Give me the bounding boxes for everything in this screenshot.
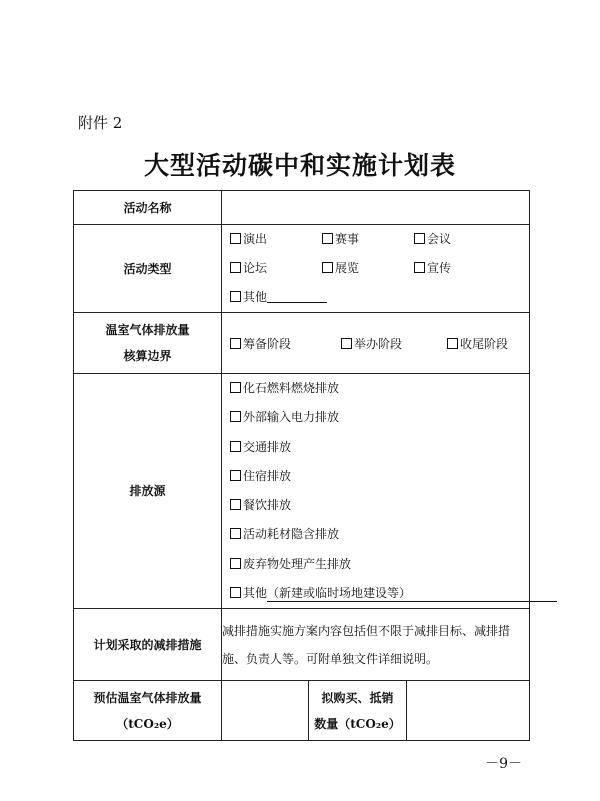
checkbox-square-icon [230, 411, 241, 422]
activity-type-label: 活动类型 [74, 225, 222, 313]
checkbox-square-icon [341, 338, 352, 349]
form-title: 大型活动碳中和实施计划表 [143, 151, 456, 180]
row-activity-name [74, 191, 530, 225]
checkbox-competition[interactable]: 赛事 [322, 225, 414, 254]
checkbox-exhibition[interactable]: 展览 [322, 254, 414, 283]
checkbox-square-icon [230, 470, 241, 481]
measures-label: 计划采取的减排措施 [74, 609, 222, 681]
checkbox-conference[interactable]: 会议 [414, 225, 506, 254]
activity-type-options [222, 225, 530, 313]
type-other-blank-field[interactable] [267, 290, 327, 303]
plan-form-table [73, 190, 530, 741]
offset-value-field[interactable] [407, 681, 530, 741]
page-number: －9－ [485, 756, 522, 772]
checkbox-hosting-stage[interactable]: 举办阶段 [341, 335, 447, 352]
checkbox-square-icon [322, 233, 333, 244]
checkbox-square-icon [447, 338, 458, 349]
boundary-label: 温室气体排放量 核算边界 [74, 313, 222, 374]
attachment-label: 附件 2 [78, 114, 123, 132]
sources-label: 排放源 [74, 374, 222, 609]
checkbox-consumables[interactable]: 活动耗材隐含排放 [230, 520, 339, 549]
checkbox-square-icon [230, 291, 241, 302]
checkbox-forum[interactable]: 论坛 [230, 254, 322, 283]
checkbox-performance[interactable]: 演出 [230, 225, 322, 254]
row-reduction-measures [74, 609, 530, 681]
checkbox-square-icon [230, 382, 241, 393]
source-other-note[interactable]: （新建或临时场地建设等） [267, 585, 557, 602]
checkbox-purchased-electricity[interactable]: 外部输入电力排放 [230, 403, 339, 432]
checkbox-closing-stage[interactable]: 收尾阶段 [447, 335, 508, 352]
checkbox-square-icon [230, 441, 241, 452]
checkbox-transport[interactable]: 交通排放 [230, 433, 291, 462]
checkbox-source-other[interactable]: 其他（新建或临时场地建设等） [230, 579, 557, 608]
sources-options [222, 374, 530, 609]
activity-name-label: 活动名称 [74, 191, 222, 225]
checkbox-square-icon [414, 262, 425, 273]
checkbox-square-icon [230, 262, 241, 273]
row-boundary [74, 313, 530, 374]
checkbox-fossil-fuel[interactable]: 化石燃料燃烧排放 [230, 374, 339, 403]
checkbox-square-icon [230, 338, 241, 349]
row-emission-sources [74, 374, 530, 609]
estimate-label: 预估温室气体排放量 （tCO₂e） [74, 681, 222, 741]
checkbox-type-other[interactable]: 其他 [230, 283, 322, 312]
checkbox-catering[interactable]: 餐饮排放 [230, 491, 291, 520]
offset-label: 拟购买、抵销 数量（tCO₂e） [309, 681, 407, 741]
activity-name-field[interactable] [222, 191, 530, 225]
checkbox-square-icon [230, 587, 241, 598]
checkbox-waste-treatment[interactable]: 废弃物处理产生排放 [230, 550, 351, 579]
estimate-value-field[interactable] [222, 681, 309, 741]
boundary-options [222, 313, 530, 374]
row-activity-type [74, 225, 530, 313]
checkbox-square-icon [230, 558, 241, 569]
checkbox-square-icon [230, 528, 241, 539]
checkbox-square-icon [322, 262, 333, 273]
checkbox-preparation-stage[interactable]: 筹备阶段 [230, 335, 341, 352]
checkbox-square-icon [230, 499, 241, 510]
checkbox-accommodation[interactable]: 住宿排放 [230, 462, 291, 491]
row-estimate [74, 681, 530, 741]
checkbox-square-icon [230, 233, 241, 244]
checkbox-square-icon [414, 233, 425, 244]
measures-description[interactable]: 减排措施实施方案内容包括但不限于减排目标、减排措施、负责人等。可附单独文件详细说明。 [222, 609, 530, 681]
checkbox-publicity[interactable]: 宣传 [414, 254, 506, 283]
